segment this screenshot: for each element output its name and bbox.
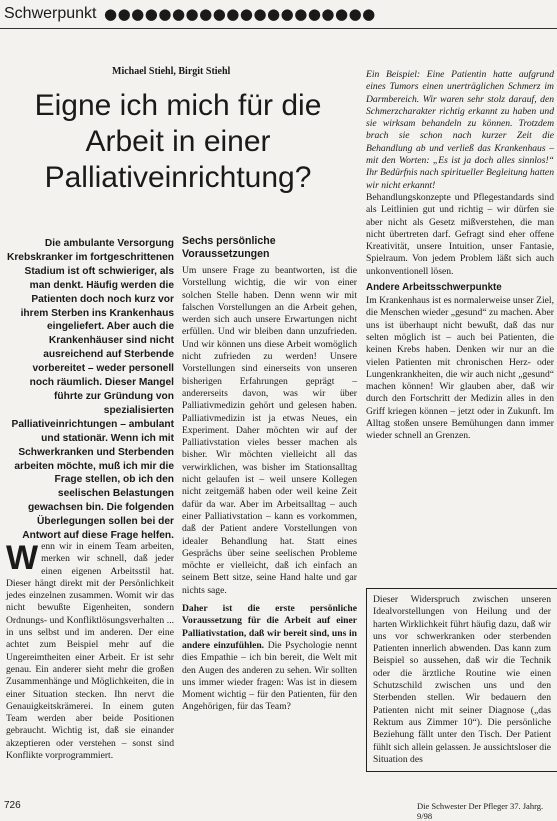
- column-3-subheading: Andere Arbeitsschwerpunkte: [366, 282, 502, 294]
- boxed-text: [366, 588, 557, 772]
- column-2-emphasis: Daher ist die erste persönliche Voraussetzung für die Arbeit auf einer Palliativstation, daß wir bereit sind, uns in andere einzufühlen.: [182, 603, 357, 651]
- column-2-body-2-text: Die Psychologie nennt dies Empathie – ich bin bereit, die Welt mit den Augen des anderen zu sehen. Wir sollten uns immer wieder fragen: Was ist in diesem Moment wichtig – für den Patienten, für den Angehörigen, für das Team?: [182, 639, 357, 713]
- lead-paragraph: Die ambulante Versorgung Krebskranker im fortgeschrittenen Stadium ist oft schwieriger, als man denkt. Häufig werden die Patienten doch noch kurz vor ihrem Sterben ins Krankenhaus eingeliefert. Aber auch die Krankenhäuser sind nicht ausreichend auf Sterbende vorbereitet – weder personell noch räumlich. Dieser Mangel führte zur Gründung von spezialisierten Palliativeinrichtungen – ambulant und stationär. Wenn ich mit Schwerkranken und Sterbenden arbeiten möchte, muß ich mir die Frage stellen, ob ich den seelischen Belastungen gewachsen bin. Die folgenden Überlegungen sollen bei der Antwort auf diese Frage helfen.: [6, 238, 174, 542]
- column-2-body-2: [182, 603, 357, 714]
- column-3-example: Ein Beispiel: Eine Patientin hatte aufgrund eines Tumors einen unerträglichen Schmerz im Darmbereich. Wir waren sehr stolz darauf, den Schmerzcharakter richtig erkannt zu haben und sie wirksam behandeln zu können. Trotzdem brach sie schon nach kurzer Zeit die Behandlung ab und verließ das Krankenhaus – mit den Worten: „Es ist ja doch alles sinnlos!“ Ihr Bedürfnis nach spiritueller Begleitung hatten wir nicht erkannt!: [366, 69, 554, 191]
- section-header-bar: [0, 0, 557, 29]
- journal-footer: Die Schwester Der Pfleger 37. Jahrg. 9/98: [417, 801, 544, 821]
- column-2: [182, 235, 357, 714]
- decorative-dots: ●●●●●●●●●●●●●●●●●●●●: [104, 5, 376, 23]
- page-number: 726: [4, 800, 21, 811]
- column-1-body: enn wir in einem Team arbeiten, merken wir schnell, daß jeder einen eigenen Arbeitsstil hat. Dieser hängt direkt mit der Persönlichkeit jedes einzelnen zusammen. Womit wir das nicht bewußte Eigenheiten, sondern Ordnungs- und Konfliktlösungsverhalten ... in uns selbst und im anderen. Der eine achtet zum Beispiel mehr auf die Ungereimtheiten einer Arbeit. Er ist sehr genau. Ein anderer sieht mehr die großen Zusammenhänge und Möglichkeiten, die in einer Situation stecken. Ihn nervt die Genauigkeitskrämerei. In einem guten Team werden aber beide Positionen gebraucht. Wichtig ist, daß sie einander akzeptieren oder verstehen – sonst sind Konflikte vorprogrammiert.: [6, 541, 174, 762]
- column-3-body-3: Im Krankenhaus ist es normalerweise unser Ziel, die Menschen wieder „gesund“ zu machen. Aber uns ist überhaupt nicht bewußt, daß das nur selten möglich ist – auch bei Patienten, die keinen Krebs haben. Denken wir nur an die vielen Patienten mit chronischen Herz- oder Lungenkrankheiten, die wir auch nicht „gesund“ machen können! Wir glauben aber, daß wir durch den Fortschritt der Medizin alles in den Griff kriegen können – jetzt oder in Zukunft. Im Alltag stoßen unsere Bemühungen dann immer wieder schnell an Grenzen.: [366, 295, 554, 442]
- boxed-text-body: Dieser Widerspruch zwischen unseren Idealvorstellungen von Heilung und der harten Wirklichkeit führt häufig dazu, daß wir uns vor schwerkranken oder sterbenden Patienten innerlich abwenden. Das kann zum Beispiel so aussehen, daß wir die Technik oder die ärztliche Routine wie einen Schutzschild zwischen uns und den Sterbenden stellen. Wir bedauern den Patienten nicht mit seiner Diagnose („das Rektum aus Zimmer 10“). Die persönliche Beziehung fällt unter den Tisch. Der Patient fühlt sich allein gelassen. Je aussichtsloser die Situation des: [373, 594, 551, 765]
- section-label: Schwerpunkt: [4, 5, 97, 22]
- column-2-body: Um unsere Frage zu beantworten, ist die Vorstellung wichtig, die wir von einer solchen Stelle haben. Denn wenn wir mit falschen Vorstellungen an die Arbeit gehen, werden sich auch unsere Erwartungen nicht erfüllen. Und wir bleiben dann unzufrieden. Und wir können uns diese Arbeit womöglich nicht zufrieden zu werden! Unsere Vorstellungen sind einerseits von unseren bisherigen Erfahrungen geprägt – andererseits davon, was wir über Palliativmedizin gehört und gelesen haben. Palliativmedizin ist ja etwas Neues, ein Experiment. Daher möchten wir auf der Palliativstation vieles besser machen als bisher. Wir möchten vielleicht all das verwirklichen, was bisher im Stationsalltag nicht gelaufen ist – weil unsere Kollegen nicht zeitgemäß haben oder weil keine Zeit dafür da war. Aber im Arbeitsalltag – auch einer Palliativstation – kann es vorkommen, daß der Patient andere Vorstellungen von idealer Behandlung hat. Statt eines Gesprächs über seine seelischen Probleme möchte er vielleicht, daß ich einfach an seinem Bett sitze, seine Hand halte und gar nichts sage.: [182, 265, 357, 596]
- article-title: Eigne ich mich für die Arbeit in einer Palliativeinrichtung?: [34, 89, 322, 194]
- column-1-text: [6, 541, 174, 762]
- drop-cap: W: [6, 539, 39, 577]
- authors: Michael Stiehl, Birgit Stiehl: [112, 66, 231, 77]
- column-2-heading: Sechs persönliche Voraussetzungen: [182, 235, 276, 260]
- column-3-body: Behandlungskonzepte und Pflegestandards sind als Leitlinien gut und richtig – wir dürfen sie aber nicht als Gesetz mißverstehen, die man nicht übertreten darf. Gefragt sind eher offene Kreativität, unsere Intuition, unser Fantasie, Spielraum. Von jedem Problem läßt sich auch unkonventionell lösen.: [366, 191, 554, 277]
- column-3: [366, 69, 554, 443]
- column-1: [6, 541, 174, 762]
